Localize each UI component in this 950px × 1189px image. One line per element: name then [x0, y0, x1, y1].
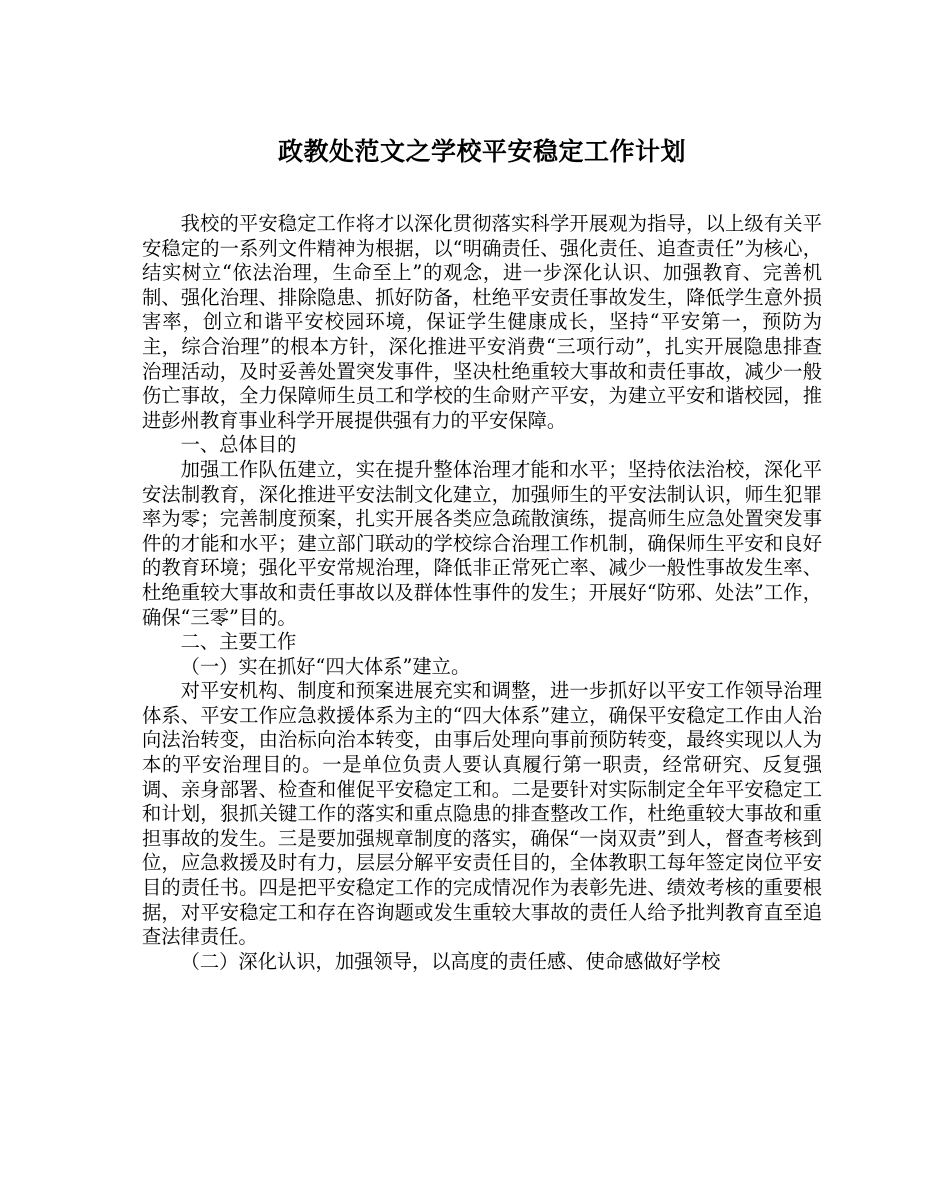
subsection-heading-four-systems: （一）实在抓好“四大体系”建立。 [180, 654, 471, 678]
section-heading-overall-goal: 一、总体目的 [180, 433, 297, 457]
subsection-heading-leadership: （二）深化认识，加强领导，以高度的责任感、使命感做好学校 [180, 949, 721, 973]
section-heading-main-work: 二、主要工作 [180, 630, 297, 654]
intro-paragraph: 我校的平安稳定工作将才以深化贯彻落实科学开展观为指导，以上级有关平安稳定的一系列文件精神为根据，以“明确责任、强化责任、追查责任”为核心，结实树立“依法治理，生命至上”的观念，进一步深化认识、加强教育、完善机制、强化治理、排除隐患、抓好防备，杜绝平安责任事故发生，降低学生意外损害率，创立和谐平安校园环境，保证学生健康成长，坚持“平安第一，预防为主，综合治理”的根本方针，深化推进平安消费“三项行动”，扎实开展隐患排查治理活动，及时妥善处置突发事件，坚决杜绝重较大事故和责任事故，减少一般伤亡事故，全力保障师生员工和学校的生命财产平安，为建立平安和谐校园，推进彭州教育事业科学开展提供强有力的平安保障。 [142, 212, 822, 432]
document-page [142, 132, 822, 974]
overall-goal-paragraph: 加强工作队伍建立，实在提升整体治理才能和水平；坚持依法治校，深化平安法制教育，深化推进平安法制文化建立，加强师生的平安法制认识，师生犯罪率为零；完善制度预案，扎实开展各类应急疏散演练，提高师生应急处置突发事件的才能和水平；建立部门联动的学校综合治理工作机制，确保师生平安和良好的教育环境；强化平安常规治理，降低非正常死亡率、减少一般性事故发生率、杜绝重较大事故和责任事故以及群体性事件的发生；开展好“防邪、处法”工作，确保“三零”目的。 [142, 457, 822, 629]
four-systems-paragraph: 对平安机构、制度和预案进展充实和调整，进一步抓好以平安工作领导治理体系、平安工作应急救援体系为主的“四大体系”建立，确保平安稳定工作由人治向法治转变，由治标向治本转变，由事后处理向事前预防转变，最终实现以人为本的平安治理目的。一是单位负责人要认真履行第一职责，经常研究、反复强调、亲身部署、检查和催促平安稳定工和。二是要针对实际制定全年平安稳定工和计划，狠抓关键工作的落实和重点隐患的排查整改工作，杜绝重较大事故和重担事故的发生。三是要加强规章制度的落实，确保“一岗双责”到人，督查考核到位，应急救援及时有力，层层分解平安责任目的，全体教职工每年签定岗位平安目的责任书。四是把平安稳定工作的完成情况作为表彰先进、绩效考核的重要根据，对平安稳定工和存在咨询题或发生重较大事故的责任人给予批判教育直至追查法律责任。 [142, 679, 822, 949]
document-title: 政教处范文之学校平安稳定工作计划 [277, 137, 686, 166]
